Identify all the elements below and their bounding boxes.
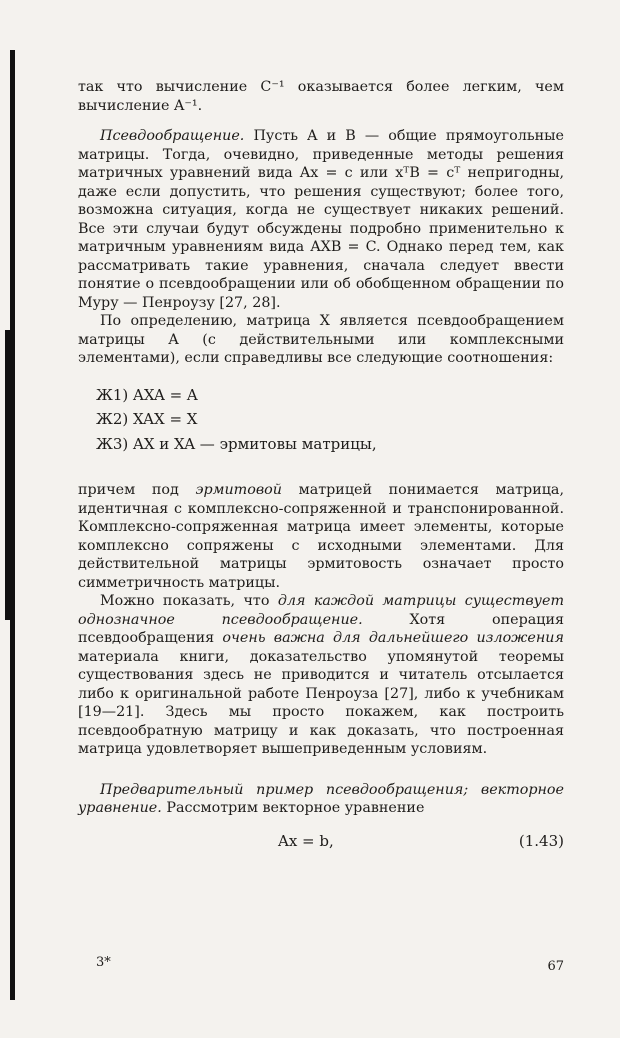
text-span: материала книги, доказательство упомянутой теоремы существования здесь не приводится и читатель отсылается либо к оригинальной работе Пенроуза [27], либо к учебникам [19—21]. Здесь мы просто покажем, как построить псевдообратную матрицу и как доказать, что построенная матрица удовлетворяет вышеприведенным условиям.	[78, 648, 564, 757]
equation-row	[78, 830, 564, 854]
condition-item: Ж1) AXA = A	[96, 385, 198, 404]
paragraph-hermitian	[78, 481, 564, 592]
condition-item: Ж3) AX и XA — эрмитовы матрицы,	[96, 434, 377, 453]
emphasis-text: для каждой матрицы существует однозначное псевдообращение.	[78, 593, 564, 628]
paragraph-text: Пусть A и B — общие прямоугольные матрицы. Тогда, очевидно, приведенные методы решения матричных уравнений вида Ax = c или xᵀB = cᵀ непригодны, даже если допустить, что решения существуют; более того, возможна ситуация, когда не существует никаких решений. Все эти случаи будут обсуждены подробно применительно к матричным уравнениям вида AXB = C. Однако перед тем, как рассматривать такие уравнения, сначала следует ввести понятие о псевдообращении или об обобщенном обращении по Муру — Пенроузу [27, 28].	[78, 128, 564, 311]
text-span: матрицей понимается матрица, идентичная с комплексно-сопряженной и транспонированной. Комплексно-сопряженная матрица имеет элементы, которые комплексно сопряжены с исходными элементами. Для действительной матрицы эрмитовость означает просто симметричность матрицы.	[78, 482, 564, 591]
page-number: 67	[547, 959, 564, 974]
equation-number: (1.43)	[518, 831, 564, 850]
page-footer	[78, 955, 564, 975]
binding-shadow	[5, 330, 15, 620]
signature-mark: 3*	[96, 955, 111, 970]
paragraph-existence	[78, 592, 564, 759]
condition-item: Ж2) XAX = X	[96, 410, 198, 428]
equation-formula: Ax = b,	[278, 831, 334, 850]
paragraph-example	[78, 781, 564, 818]
section-heading-example: Предварительный пример псевдообращения; векторное уравнение.	[78, 781, 564, 816]
text-span: Рассмотрим векторное уравнение	[161, 800, 425, 816]
page-text	[78, 78, 564, 854]
emphasis-text: очень важна для дальнейшего изложения	[222, 630, 564, 646]
conditions-list	[96, 386, 564, 454]
term-hermitian: эрмитовой	[195, 482, 282, 498]
paragraph-pseudoinverse-intro	[78, 127, 564, 312]
text-span: Хотя операция псевдообращения	[78, 611, 564, 646]
text-span: причем под	[78, 482, 196, 498]
paragraph-continuation: так что вычисление C⁻¹ оказывается более легким, чем вычисление A⁻¹.	[78, 79, 564, 114]
text-span: Можно показать, что	[100, 593, 278, 609]
section-heading-pseudoinverse: Псевдообращение.	[100, 128, 245, 144]
paragraph-definition: По определению, матрица X является псевдообращением матрицы A (с действительными или комплексными элементами), если справедливы все следующие соотношения:	[78, 313, 564, 366]
